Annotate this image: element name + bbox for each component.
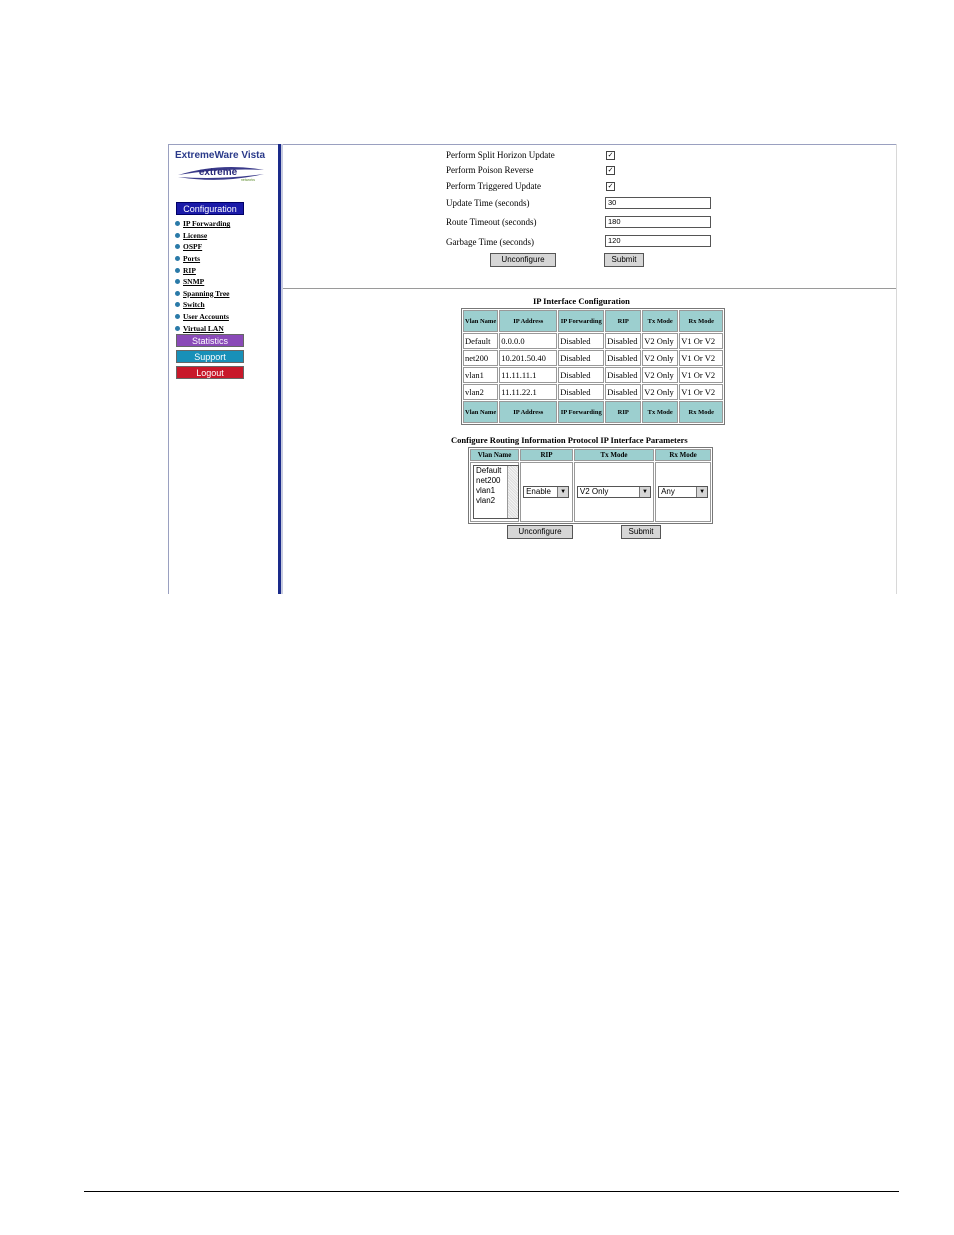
menu-link[interactable]: Ports bbox=[183, 254, 201, 264]
menu-item-user-accounts[interactable] bbox=[175, 311, 230, 323]
menu-item-ip-forwarding[interactable] bbox=[175, 218, 230, 230]
col-header: Rx Mode bbox=[655, 449, 711, 461]
cell: 10.201.50.40 bbox=[499, 350, 557, 366]
col-header: RIP bbox=[520, 449, 573, 461]
menu-link[interactable]: Spanning Tree bbox=[183, 288, 230, 298]
update-time-input[interactable]: 30 bbox=[605, 197, 711, 209]
list-item[interactable]: vlan2 bbox=[476, 496, 496, 505]
table-row bbox=[463, 350, 723, 366]
svg-text:networks: networks bbox=[240, 178, 256, 182]
submit-global-button[interactable]: Submit bbox=[604, 253, 644, 267]
menu-item-switch[interactable] bbox=[175, 299, 230, 311]
chevron-down-icon[interactable]: ▼ bbox=[639, 487, 650, 497]
bullet-icon bbox=[175, 302, 180, 307]
menu-link[interactable]: RIP bbox=[183, 265, 196, 275]
cell: vlan1 bbox=[463, 367, 498, 383]
col-header: Rx Mode bbox=[679, 310, 723, 332]
cell: Disabled bbox=[605, 367, 641, 383]
col-header: IP Forwarding bbox=[558, 401, 604, 423]
chevron-down-icon[interactable]: ▼ bbox=[557, 487, 568, 497]
col-header: Vlan Name bbox=[470, 449, 519, 461]
tx-cell bbox=[574, 462, 654, 522]
col-header: Vlan Name bbox=[463, 401, 498, 423]
cell: V1 Or V2 bbox=[679, 333, 723, 349]
list-item[interactable]: vlan1 bbox=[476, 486, 496, 495]
menu-link[interactable]: License bbox=[183, 230, 208, 240]
statistics-button[interactable]: Statistics bbox=[176, 334, 244, 347]
table-row bbox=[463, 367, 723, 383]
rx-mode-select[interactable] bbox=[658, 486, 708, 498]
menu-item-spanning-tree[interactable] bbox=[175, 288, 230, 300]
col-header: Rx Mode bbox=[679, 401, 723, 423]
cell: Disabled bbox=[605, 384, 641, 400]
col-header: IP Address bbox=[499, 401, 557, 423]
cell: vlan2 bbox=[463, 384, 498, 400]
garbage-time-input[interactable]: 120 bbox=[605, 235, 711, 247]
chevron-down-icon[interactable]: ▼ bbox=[696, 487, 707, 497]
bullet-icon bbox=[175, 268, 180, 273]
brand-title: ExtremeWare Vista bbox=[175, 150, 266, 161]
submit-interface-button[interactable]: Submit bbox=[621, 525, 661, 539]
cell: 0.0.0.0 bbox=[499, 333, 557, 349]
bullet-icon bbox=[175, 256, 180, 261]
bullet-icon bbox=[175, 279, 180, 284]
list-item[interactable]: Default bbox=[476, 466, 502, 475]
configuration-button[interactable]: Configuration bbox=[176, 202, 244, 215]
vlan-listbox[interactable] bbox=[473, 465, 519, 519]
table-row bbox=[463, 384, 723, 400]
bullet-icon bbox=[175, 244, 180, 249]
sidebar bbox=[169, 145, 278, 594]
split-horizon-label: Perform Split Horizon Update bbox=[446, 150, 555, 160]
page-footer-rule bbox=[84, 1191, 899, 1192]
bullet-icon bbox=[175, 314, 180, 319]
listbox-scrollbar[interactable] bbox=[507, 466, 518, 518]
cell: 11.11.22.1 bbox=[499, 384, 557, 400]
route-timeout-input[interactable]: 180 bbox=[605, 216, 711, 228]
garbage-time-label: Garbage Time (seconds) bbox=[446, 237, 534, 247]
unconfigure-interface-button[interactable]: Unconfigure bbox=[507, 525, 573, 539]
cell: Default bbox=[463, 333, 498, 349]
bullet-icon bbox=[175, 326, 180, 331]
unconfigure-global-button[interactable]: Unconfigure bbox=[490, 253, 556, 267]
cell: 11.11.11.1 bbox=[499, 367, 557, 383]
bullet-icon bbox=[175, 291, 180, 296]
menu-link[interactable]: Virtual LAN bbox=[183, 323, 224, 333]
split-horizon-checkbox[interactable]: ✓ bbox=[607, 151, 614, 159]
cell: V1 Or V2 bbox=[679, 367, 723, 383]
rx-mode-value: Any bbox=[661, 487, 675, 496]
col-header: Tx Mode bbox=[574, 449, 654, 461]
cell: V2 Only bbox=[642, 384, 678, 400]
col-header: RIP bbox=[605, 401, 641, 423]
triggered-update-checkbox[interactable]: ✓ bbox=[607, 182, 614, 190]
menu-item-virtual-lan[interactable] bbox=[175, 322, 230, 334]
update-time-label: Update Time (seconds) bbox=[446, 198, 530, 208]
cell: Disabled bbox=[558, 367, 604, 383]
tx-mode-value: V2 Only bbox=[579, 487, 609, 496]
logout-button[interactable]: Logout bbox=[176, 366, 244, 379]
cell: net200 bbox=[463, 350, 498, 366]
rip-select[interactable] bbox=[523, 486, 569, 498]
rip-select-value: Enable bbox=[526, 487, 552, 496]
rip-cell bbox=[520, 462, 573, 522]
col-header: RIP bbox=[605, 310, 641, 332]
cell: Disabled bbox=[558, 350, 604, 366]
poison-reverse-checkbox[interactable]: ✓ bbox=[607, 166, 614, 174]
rx-cell bbox=[655, 462, 711, 522]
support-button[interactable]: Support bbox=[176, 350, 244, 363]
cell: V2 Only bbox=[642, 333, 678, 349]
menu-link[interactable]: OSPF bbox=[183, 242, 203, 252]
table-footer-row bbox=[463, 401, 723, 423]
cell: Disabled bbox=[558, 333, 604, 349]
menu-link[interactable]: SNMP bbox=[183, 277, 205, 287]
menu-item-snmp[interactable] bbox=[175, 276, 230, 288]
vlan-cell bbox=[470, 462, 519, 522]
cell: V1 Or V2 bbox=[679, 384, 723, 400]
cell: V2 Only bbox=[642, 367, 678, 383]
extreme-networks-logo bbox=[176, 164, 266, 182]
col-header: IP Address bbox=[499, 310, 557, 332]
table-row bbox=[463, 333, 723, 349]
menu-item-license[interactable] bbox=[175, 230, 230, 242]
cell: Disabled bbox=[605, 333, 641, 349]
bullet-icon bbox=[175, 233, 180, 238]
frame-divider-shadow bbox=[281, 144, 283, 594]
triggered-update-label: Perform Triggered Update bbox=[446, 181, 541, 191]
route-timeout-label: Route Timeout (seconds) bbox=[446, 217, 537, 227]
table-row bbox=[470, 462, 711, 522]
poison-reverse-label: Perform Poison Reverse bbox=[446, 165, 534, 175]
svg-text:extreme: extreme bbox=[198, 167, 238, 178]
list-item[interactable]: net200 bbox=[476, 476, 501, 485]
cell: Disabled bbox=[558, 384, 604, 400]
rip-interface-title: Configure Routing Information Protocol IP Interface Parameters bbox=[451, 435, 688, 445]
menu-link[interactable]: IP Forwarding bbox=[183, 219, 231, 229]
menu-link[interactable]: User Accounts bbox=[183, 312, 229, 322]
frame-border-right bbox=[896, 144, 897, 594]
bullet-icon bbox=[175, 221, 180, 226]
cell: V2 Only bbox=[642, 350, 678, 366]
rip-interface-table bbox=[468, 447, 713, 524]
cell: V1 Or V2 bbox=[679, 350, 723, 366]
col-header: Tx Mode bbox=[642, 401, 678, 423]
ip-interface-table bbox=[461, 308, 725, 425]
menu-item-rip[interactable] bbox=[175, 264, 230, 276]
col-header: IP Forwarding bbox=[558, 310, 604, 332]
menu-item-ospf[interactable] bbox=[175, 241, 230, 253]
col-header: Vlan Name bbox=[463, 310, 498, 332]
section-divider bbox=[283, 288, 896, 289]
config-menu bbox=[175, 218, 230, 334]
menu-link[interactable]: Switch bbox=[183, 300, 205, 310]
ip-interface-title: IP Interface Configuration bbox=[533, 296, 630, 306]
table-header-row bbox=[463, 310, 723, 332]
tx-mode-select[interactable] bbox=[577, 486, 651, 498]
col-header: Tx Mode bbox=[642, 310, 678, 332]
table-header-row bbox=[470, 449, 711, 461]
cell: Disabled bbox=[605, 350, 641, 366]
menu-item-ports[interactable] bbox=[175, 253, 230, 265]
